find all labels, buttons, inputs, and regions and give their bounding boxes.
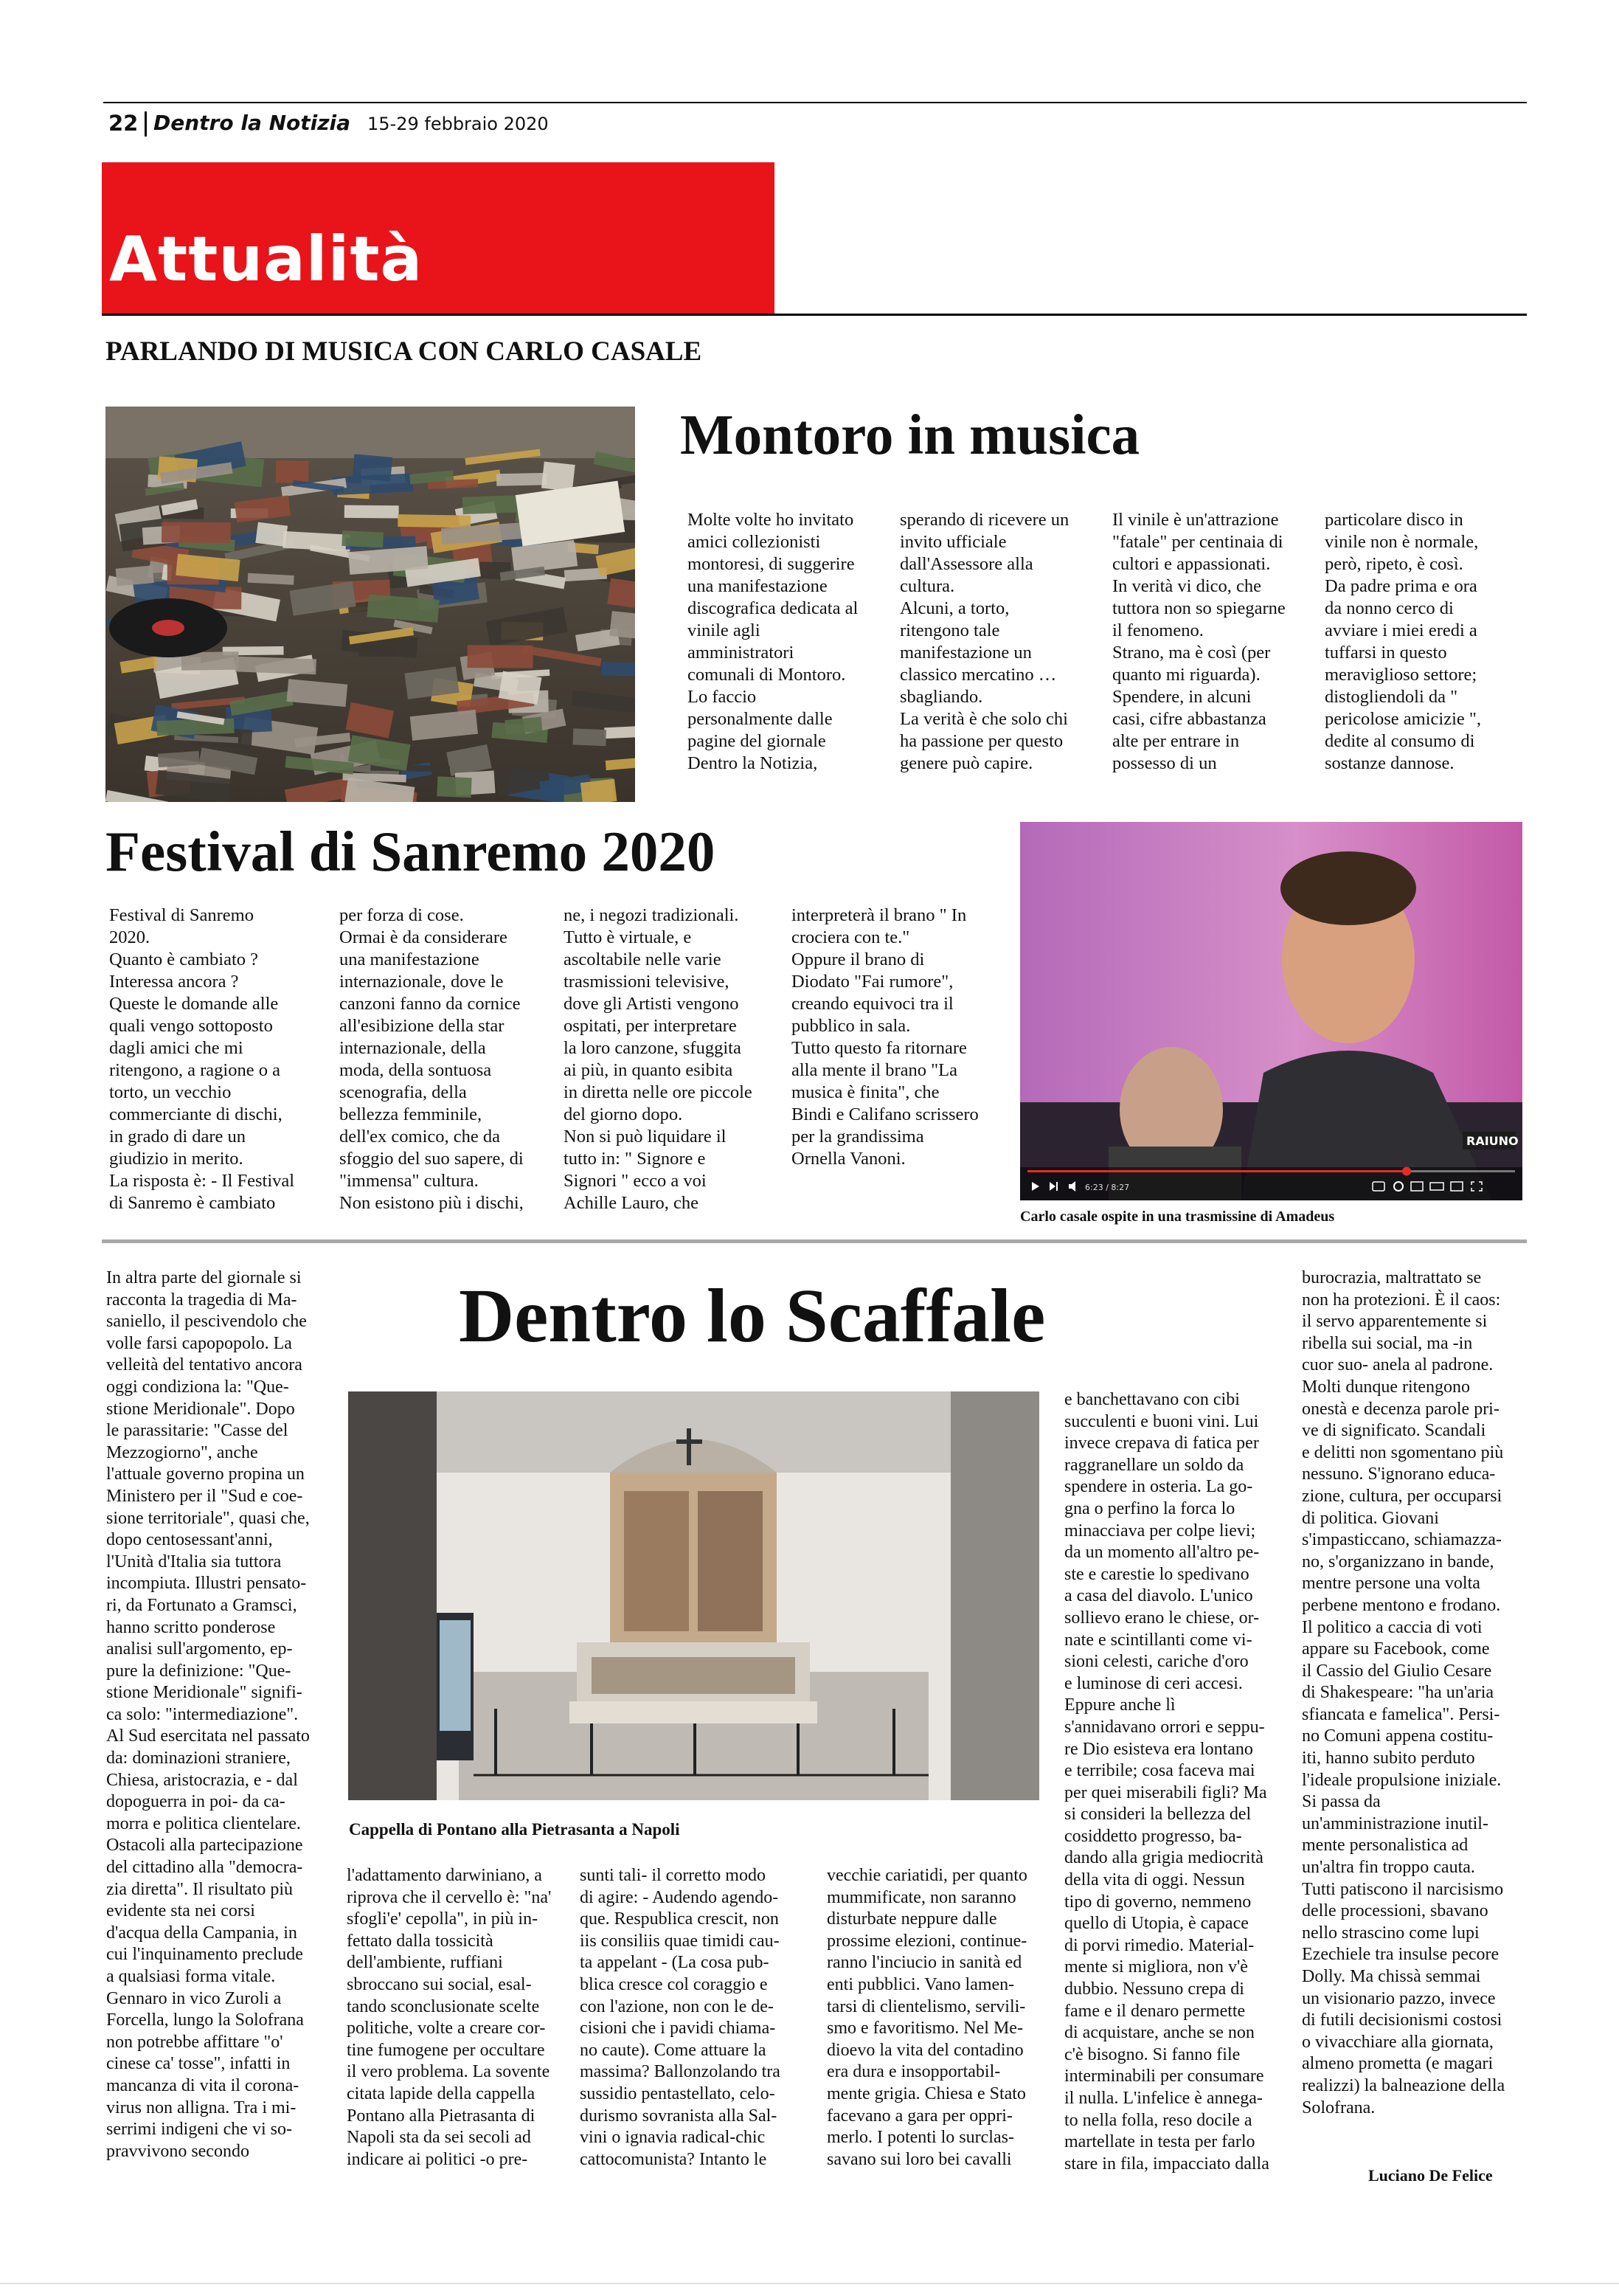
article2-headline: Festival di Sanremo 2020 xyxy=(105,820,715,883)
header-divider xyxy=(145,111,147,136)
tv-screenshot-photo xyxy=(1020,822,1522,1200)
article2-column-1: Festival di Sanremo 2020. Quanto è cambiato ? Interessa ancora ? Queste le domande alle quali vengo sottoposto dagli amici che mi ritengono, a ragione o a torto, un vecchio commerciante di dischi, in grado di dare un giudizio in merito. La risposta è: - Il Festival di Sanremo è cambiato xyxy=(109,905,295,1213)
article3-headline: Dentro lo Scaffale xyxy=(459,1273,1046,1358)
top-rule xyxy=(103,102,1527,103)
bottom-rule xyxy=(0,2283,1619,2284)
article1-headline: Montoro in musica xyxy=(680,403,1140,466)
byline: Luciano De Felice xyxy=(1368,2166,1493,2185)
section-rule xyxy=(102,314,1527,316)
issue-date: 15-29 febbraio 2020 xyxy=(367,114,549,134)
vinyl-cd-stacks-photo xyxy=(105,407,635,802)
article3-column-6: burocrazia, maltrattato se non ha protezioni. È il caos: il servo apparentemente si ribella sui social, ma -in cuor suo- anela al padrone. Molti dunque ritengono onestà e decenza parole pri- ve di significato. Scandali e delitti non sgomentano più nessuno. S'ignorano educa- zione, cultura, per occuparsi di politica. Giovani s'impasticcano, schiamazza- no, s'organizzano in bande, mentre persone una volta perbene mentono e frodano. Il politico a caccia di voti appare su Facebook, come il Cassio del Giulio Cesare di Shakespeare: "ha un'aria sfiancata e famelica". Persi- no Comuni appena costitu- iti, hanno subito perduto l'ideale propulsione iniziale. Si passa da un'amministrazione inutil- mente personalistica ad un'altra fin troppo cauta. Tutti patiscono il narcisismo delle processioni, sbavano nello strascino come lupi Ezechiele tra insulse pecore Dolly. Ma chissà semmai un visionario pazzo, invece di futili decisionismi costosi o vivacchiare alla giornata, almeno prometta (e magari realizzi) la balneazione della Solofrana. xyxy=(1302,1268,1505,2117)
video-time: 6:23 / 8:27 xyxy=(1085,1183,1130,1192)
tv-logo-text: RAIUNO xyxy=(1466,1134,1519,1148)
article2-column-4: interpreterà il brano " In crociera con te." Oppure il brano di Diodato "Fai rumore", creando equivoci tra il pubblico in sala. Tutto questo fa ritornare alla mente il brano "La musica è finita", che Bindi e Califano scrissero per la grandissima Ornella Vanoni. xyxy=(791,905,979,1169)
article3-column-4: vecchie cariatidi, per quanto mummificate, non saranno disturbate neppure dalle prossime elezioni, continue- ranno l'inciucio in sanità ed enti pubblici. Vano lamen- tarsi di clientelismo, servili- smo e favoritismo. Nel Me- dioevo la vita del contadino era dura e insopportabil- mente grigia. Chiesa e Stato facevano a gara per oppri- merlo. I potenti lo surclas- savano sui loro bei cavalli xyxy=(827,1866,1027,2169)
kicker: PARLANDO DI MUSICA CON CARLO CASALE xyxy=(105,336,702,367)
article3-column-1: In altra parte del giornale si racconta la tragedia di Ma- saniello, il pescivendolo che volle farsi capopopolo. La velleità del tentativo ancora oggi condiziona la: "Que- stione Meridionale". Dopo le parassitarie: "Casse del Mezzogiorno", anche l'attuale governo propina un Ministero per il "Sud e coe- sione territoriale", quasi che, dopo centosessant'anni, l'Unità d'Italia sia tuttora incompiuta. Illustri pensato- ri, da Fortunato a Gramsci, hanno scritto ponderose analisi sull'argomento, ep- pure la definizione: "Que- stione Meridionale" signifi- ca solo: "intermediazione". Al Sud esercitata nel passato da: dominazioni straniere, Chiesa, aristocrazia, e - dal dopoguerra in poi- da ca- morra e politica clientelare. Ostacoli alla partecipazione del cittadino alla "democra- zia diretta". Il risultato più evidente sta nei corsi d'acqua della Campania, in cui l'inquinamento preclude a qualsiasi forma vitale. Gennaro in vico Zuroli a Forcella, lungo la Solofrana non potrebbe affittare "o' cinese ca' tosse", infatti in mancanza di vita il corona- virus non alligna. Tra i mi- serrimi indigeni che vi so- pravvivono secondo xyxy=(106,1268,310,2161)
chapel-photo xyxy=(348,1391,1039,1800)
article2-column-2: per forza di cose. Ormai è da considerare una manifestazione internazionale, dove le canzoni fanno da cornice all'esibizione della star internazionale, della moda, della sontuosa scenografia, della bellezza femminile, dell'ex comico, che da sfoggio del suo sapere, di "immensa" cultura. Non esistono più i dischi, xyxy=(339,905,524,1213)
page-number: 22 xyxy=(108,111,139,136)
section-title: Attualità xyxy=(109,223,423,295)
article3-column-3: sunti tali- il corretto modo di agire: - Audendo agendo- que. Respublica crescit, non iis consiliis quae timidi cau- ta appelant - (La cosa pub- blica cresce col coraggio e con l'azione, non con le de- cisioni che i pavidi chiama- no caute). Come attuare la massima? Ballonzolando tra sussidio pentastellato, celo- durismo sovranista alla Sal- vini o ignavia radical-chic cattocomunista? Intanto le xyxy=(580,1866,780,2169)
article1-column-1: Molte volte ho invitato amici collezionisti montoresi, di suggerire una manifestazione discografica dedicata al vinile agli amministratori comunali di Montoro. Lo faccio personalmente dalle pagine del giornale Dentro la Notizia, xyxy=(687,510,859,773)
article1-column-3: Il vinile è un'attrazione "fatale" per centinaia di cultori e appassionati. In verità vi dico, che tuttora non so spiegarne il fenomeno. Strano, ma è così (per quanto mi riguarda). Spendere, in alcuni casi, cifre abbastanza alte per entrare in possesso di un xyxy=(1112,510,1286,773)
article1-column-2: sperando di ricevere un invito ufficiale dall'Assessore alla cultura. Alcuni, a torto, ritengono tale manifestazione un classico mercatino … sbagliando. La verità è che solo chi ha passione per questo genere può capire. xyxy=(900,510,1069,773)
mid-rule xyxy=(102,1239,1527,1243)
article2-column-3: ne, i negozi tradizionali. Tutto è virtuale, e ascoltabile nelle varie trasmissioni televisive, dove gli Artisti vengono ospitati, per interpretare la loro canzone, sfuggita ai più, in quanto esibita in diretta nelle ore piccole del giorno dopo. Non si può liquidare il tutto in: " Signore e Signori " ecco a voi Achille Lauro, che xyxy=(564,905,752,1213)
article3-photo-caption: Cappella di Pontano alla Pietrasanta a Napoli xyxy=(349,1820,680,1839)
article3-column-2: l'adattamento darwiniano, a riprova che il cervello è: "na' sfogli'e' cepolla", in più in- fettato dalla tossicità dell'ambiente, ruffiani sbroccano sui social, esal- tando sconclusionate scelte politiche, volte a creare cor- tine fumogene per occultare il vero problema. La sovente citata lapide della cappella Pontano alla Pietrasanta di Napoli sta da sei secoli ad indicare ai politici -o pre- xyxy=(347,1866,552,2169)
article3-column-5: e banchettavano con cibi succulenti e buoni vini. Lui invece crepava di fatica per raggranellare un soldo da spendere in osteria. La go- gna o perfino la forca lo minacciava per colpe lievi; da un momento all'altro pe- ste e carestie lo spedivano a casa del diavolo. L'unico sollievo erano le chiese, or- nate e scintillanti come vi- sioni celesti, cariche d'oro e luminose di ceri accesi. Eppure anche lì s'annidavano orrori e seppu- re Dio esisteva era lontano e terribile; cosa faceva mai per quei miserabili figli? Ma si consideri la bellezza del cosiddetto progresso, ba- dando alla grigia mediocrità della vita di oggi. Nessun tipo di governo, nemmeno quello di Utopia, è capace di porvi rimedio. Material- mente si migliora, non v'è dubbio. Nessuno crepa di fame e il denaro permette di acquistare, anche se non c'è bisogno. Si fanno file interminabili per consumare il nulla. L'infelice è annega- to nella folla, reso docile a martellate in testa per farlo stare in fila, impacciato dalla xyxy=(1064,1390,1269,2174)
article1-column-4: particolare disco in vinile non è normale, però, ripeto, è così. Da padre prima e ora da nonno cerco di avviare i miei eredi a tuffarsi in questo meraviglioso settore; distogliendoli da " pericolose amicizie ", dedite al consumo di sostanze dannose. xyxy=(1325,510,1482,773)
article2-photo-caption: Carlo casale ospite in una trasmissine di Amadeus xyxy=(1020,1208,1335,1225)
publication-name: Dentro la Notizia xyxy=(153,111,351,135)
